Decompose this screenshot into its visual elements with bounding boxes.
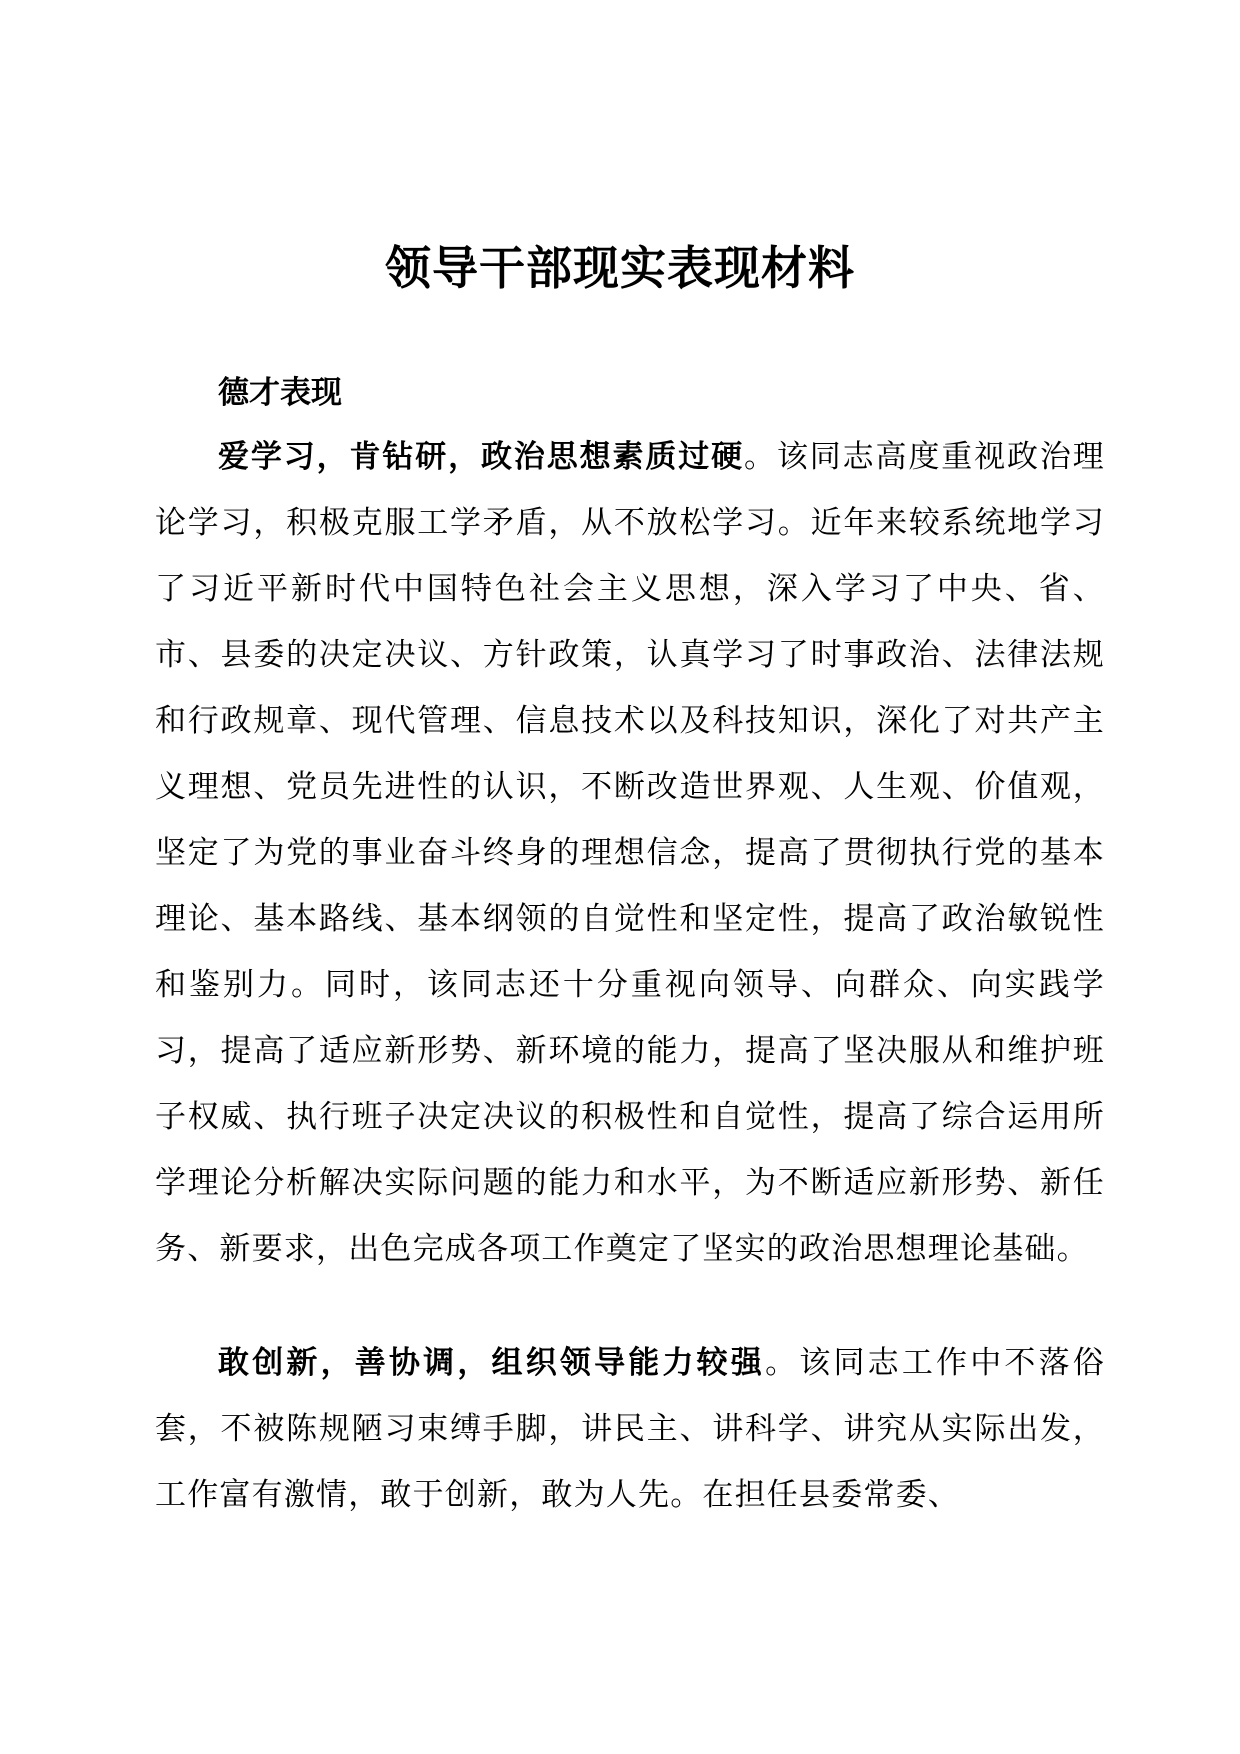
paragraph-innovation bbox=[155, 1330, 1105, 1528]
paragraph-lead-innovation: 敢创新，善协调，组织领导能力较强 bbox=[218, 1345, 766, 1381]
paragraph-text-innovation: 。该同志工作中不落俗套，不被陈规陋习束缚手脚，讲民主、讲科学、讲究从实际出发，工作富有激情，敢于创新，敢为人先。在担任县委常委、 bbox=[155, 1345, 1106, 1513]
paragraph-lead-study: 爱学习，肯钻研，政治思想素质过硬 bbox=[218, 439, 745, 475]
paragraph-text-study: 。该同志高度重视政治理论学习，积极克服工学矛盾，从不放松学习。近年来较系统地学习了习近平新时代中国特色社会主义思想，深入学习了中央、省、市、县委的决定决议、方针政策，认真学习了时事政治、法律法规和行政规章、现代管理、信息技术以及科技知识，深化了对共产主义理想、党员先进性的认识，不断改造世界观、人生观、价值观，坚定了为党的事业奋斗终身的理想信念，提高了贯彻执行党的基本理论、基本路线、基本纲领的自觉性和坚定性，提高了政治敏锐性和鉴别力。同时，该同志还十分重视向领导、向群众、向实践学习，提高了适应新形势、新环境的能力，提高了坚决服从和维护班子权威、执行班子决定决议的积极性和自觉性，提高了综合运用所学理论分析解决实际问题的能力和水平，为不断适应新形势、新任务、新要求，出色完成各项工作奠定了坚实的政治思想理论基础。 bbox=[155, 439, 1105, 1267]
section-heading: 德才表现 bbox=[218, 375, 342, 411]
paragraph-study bbox=[155, 424, 1105, 1282]
document-title: 领导干部现实表现材料 bbox=[385, 241, 855, 295]
